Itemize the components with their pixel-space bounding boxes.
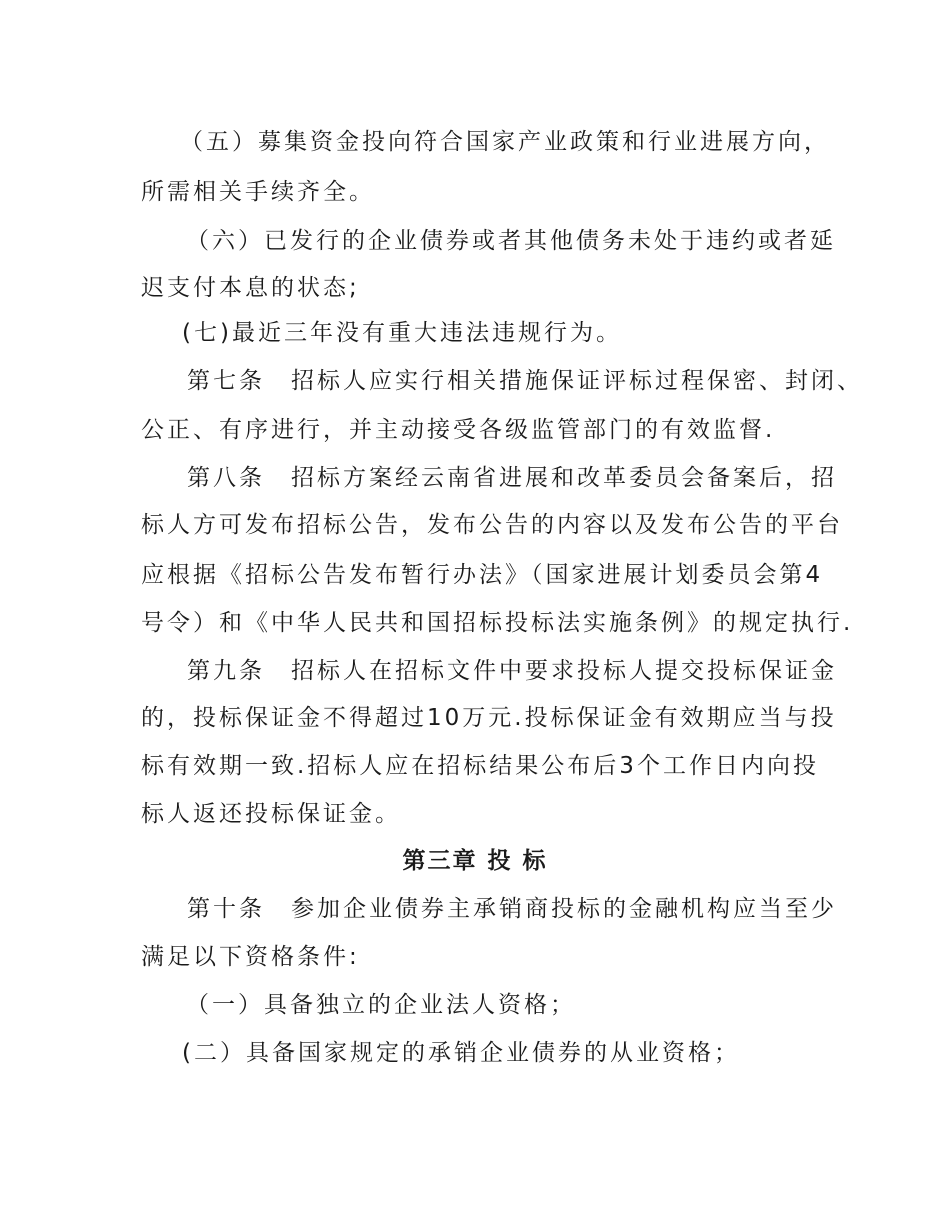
- paragraph-line: （六）已发行的企业债券或者其他债务未处于违约或者延: [186, 228, 836, 254]
- paragraph-line: 标人方可发布招标公告，发布公告的内容以及发布公告的平台: [141, 512, 843, 538]
- paragraph-line: (二）具备国家规定的承销企业债券的从业资格；: [182, 1040, 740, 1066]
- paragraph-line: 应根据《招标公告发布暂行办法》（国家进展计划委员会第4: [141, 562, 824, 588]
- paragraph-line: 第七条 招标人应实行相关措施保证评标过程保密、封闭、: [187, 368, 863, 394]
- paragraph-line: 第十条 参加企业债券主承销商投标的金融机构应当至少: [187, 896, 837, 922]
- paragraph-line: 公正、有序进行，并主动接受各级监管部门的有效监督.: [141, 417, 776, 443]
- chapter-heading: 第三章 投 标: [402, 848, 548, 874]
- paragraph-line: （一）具备独立的企业法人资格；: [186, 992, 576, 1018]
- paragraph-line: 的，投标保证金不得超过10万元.投标保证金有效期应当与投: [141, 705, 837, 731]
- paragraph-line: 号令）和《中华人民共和国招标投标法实施条例》的规定执行.: [141, 610, 854, 636]
- paragraph-line: 标人返还投标保证金。: [141, 801, 401, 827]
- paragraph-line: 所需相关手续齐全。: [141, 179, 375, 205]
- paragraph-line: 满足以下资格条件:: [141, 944, 360, 970]
- paragraph-line: 第八条 招标方案经云南省进展和改革委员会备案后，招: [187, 465, 837, 491]
- paragraph-line: （五）募集资金投向符合国家产业政策和行业进展方向，: [180, 129, 830, 155]
- paragraph-line: 标有效期一致.招标人应在招标结果公布后3个工作日内向投: [141, 753, 819, 779]
- paragraph-line: (七)最近三年没有重大违法违规行为。: [182, 320, 622, 346]
- paragraph-line: 迟支付本息的状态;: [141, 275, 360, 301]
- paragraph-line: 第九条 招标人在招标文件中要求投标人提交投标保证金: [187, 658, 837, 684]
